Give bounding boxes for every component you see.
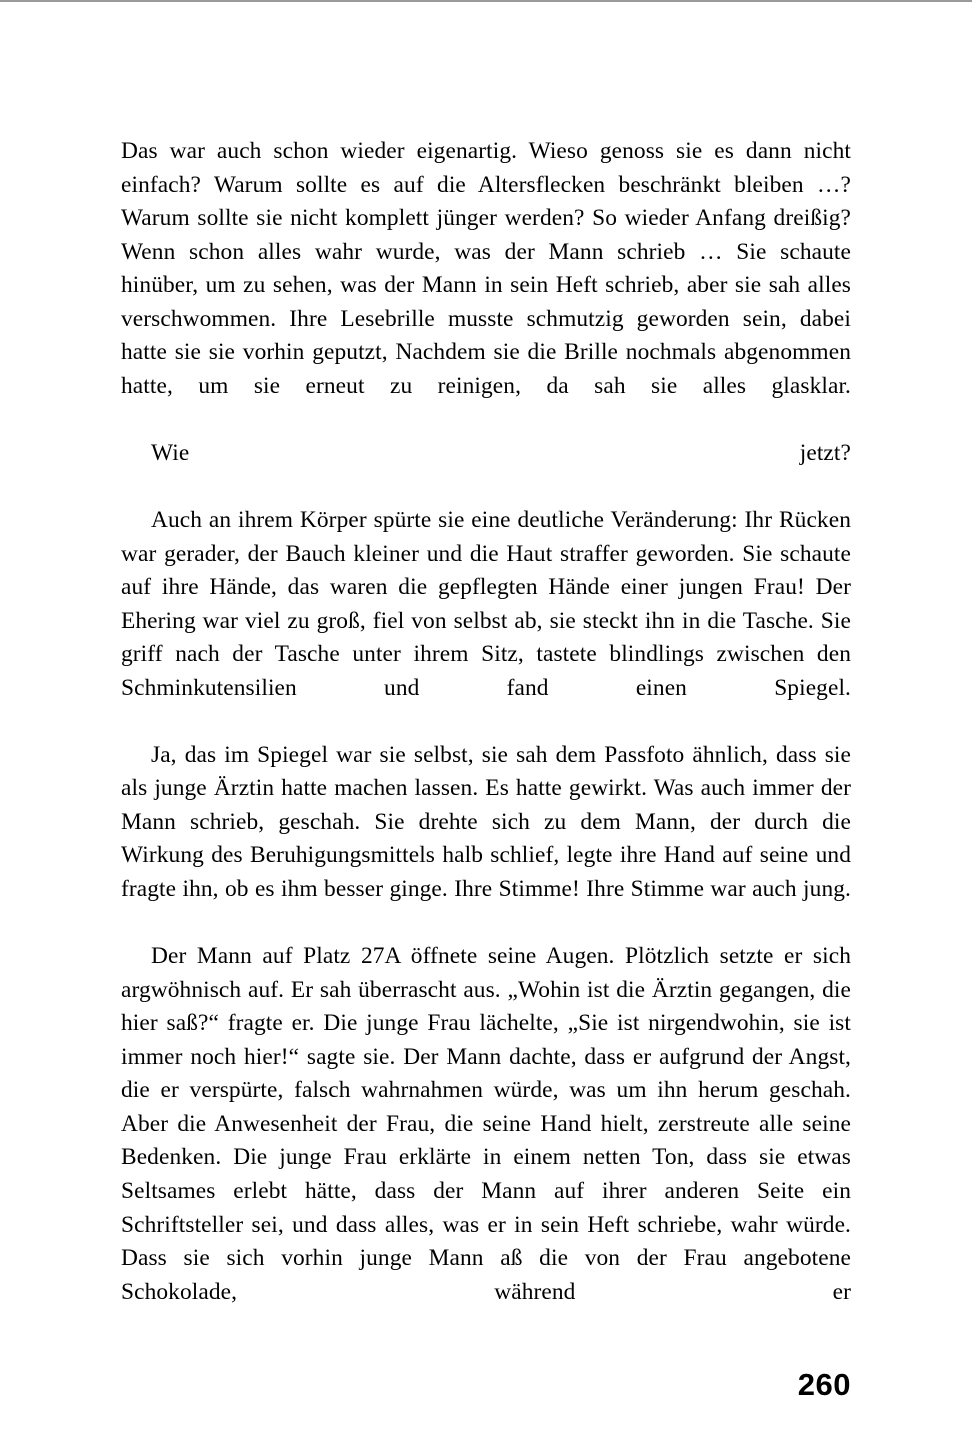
paragraph-4: Ja, das im Spiegel war sie selbst, sie sah dem Passfoto ähnlich, dass sie als junge Ärztin hatte machen lassen. Es hatte gewirkt. Was auch immer der Mann schrieb, geschah. Sie drehte sich zu dem Mann, der durch die Wirkung des Beruhigungsmittels halb schlief, legte ihre Hand auf seine und fragte ihn, ob es ihm besser ginge. Ihre Stimme! Ihre Stimme war auch jung.: [121, 741, 851, 903]
paragraph-3: Auch an ihrem Körper spürte sie eine deutliche Veränderung: Ihr Rücken war gerader, der Bauch kleiner und die Haut straffer geworden. Sie schaute auf ihre Hände, das waren die gepflegten Hände einer jungen Frau! Der Ehering war viel zu groß, fiel von selbst ab, sie steckt ihn in die Tasche. Sie griff nach der Tasche unter ihrem Sitz, tastete blindlings zwischen den Schminkutensilien und fand einen Spiegel.: [121, 507, 851, 701]
page-number: 260: [797, 1367, 851, 1402]
paragraph-2: Wie jetzt?: [151, 439, 851, 466]
paragraph-1: Das war auch schon wieder eigenartig. Wieso genoss sie es dann nicht einfach? Warum sollte es auf die Altersflecken beschränkt bleiben …? Warum sollte sie nicht komplett jünger werden? So wieder Anfang dreißig? Wenn schon alles wahr wurde, was der Mann schrieb … Sie schaute hinüber, um zu sehen, was der Mann in sein Heft schrieb, aber sie sah alles verschwommen. Ihre Lesebrille musste schmutzig geworden sein, dabei hatte sie sie vorhin geputzt, Nachdem sie die Brille nochmals abgenommen hatte, um sie erneut zu reinigen, da sah sie alles glasklar.: [121, 138, 851, 399]
text-column: [121, 135, 851, 1343]
paragraph-5: Der Mann auf Platz 27A öffnete seine Augen. Plötzlich setzte er sich argwöhnisch auf. Er sah überrascht aus. „Wohin ist die Ärztin gegangen, die hier saß?“ fragte er. Die junge Frau lächelte, „Sie ist nirgendwohin, sie ist immer noch hier!“ sagte sie. Der Mann dachte, dass er aufgrund der Angst, die er verspürte, falsch wahrnahmen würde, was um ihn herum geschah. Aber die Anwesenheit der Frau, die seine Hand hielt, zerstreute alle seine Bedenken. Die junge Frau erklärte in einem netten Ton, dass sie etwas Seltsames erlebt hätte, dass der Mann auf ihrer anderen Seite ein Schriftsteller sei, und dass alles, was er in sein Heft schriebe, wahr würde. Dass sie sich vorhin junge Mann aß die von der Frau angebotene Schokolade, während er: [121, 943, 851, 1305]
